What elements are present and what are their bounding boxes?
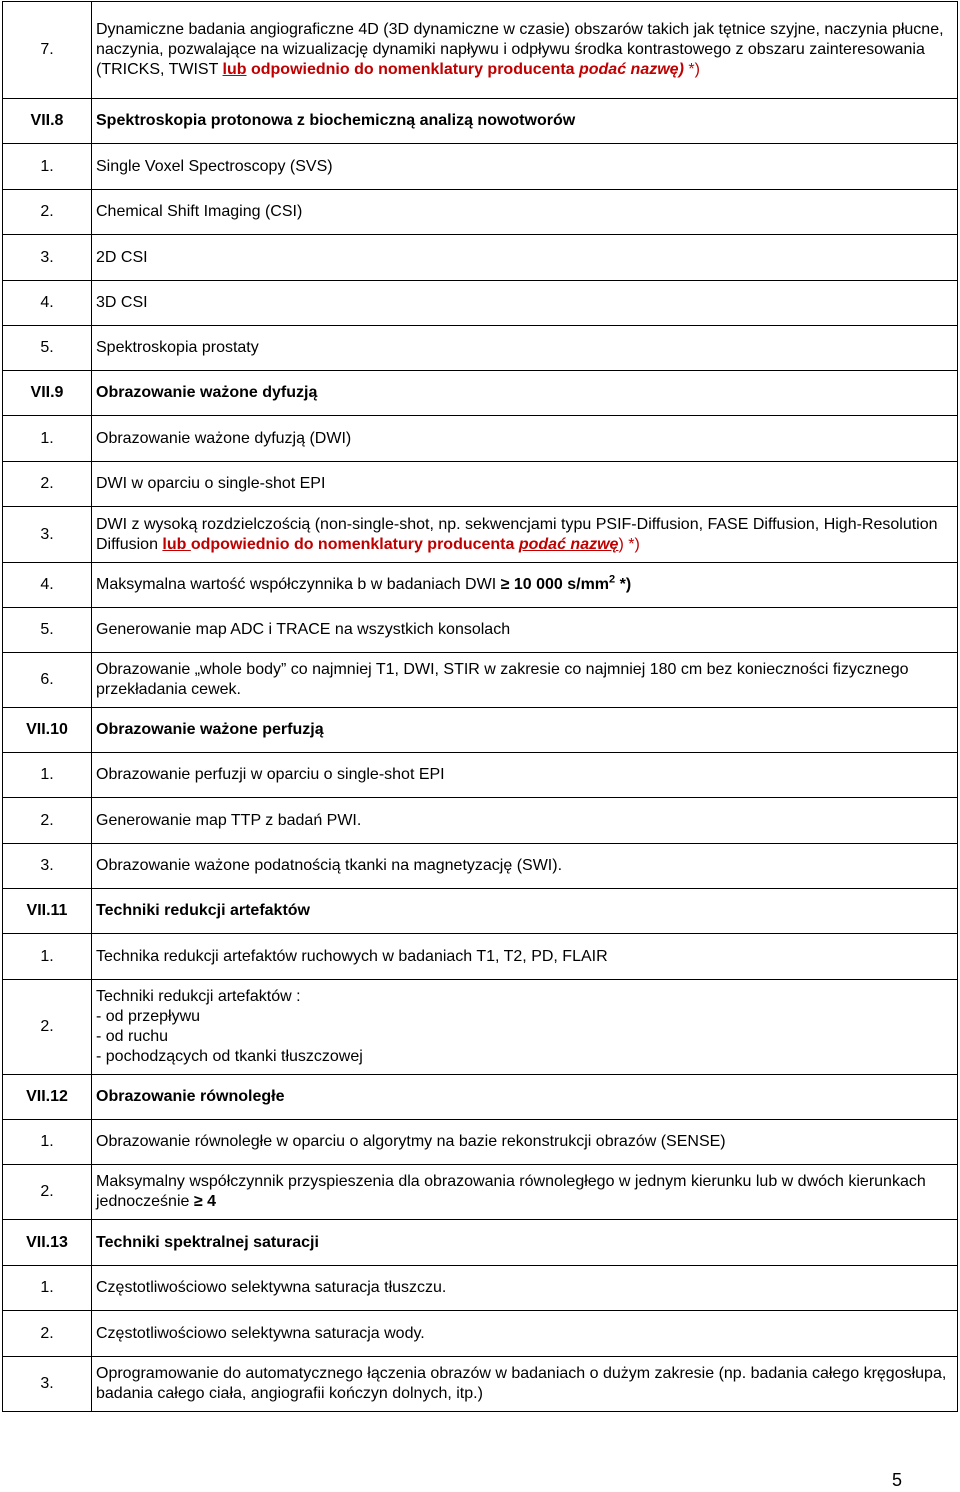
section-title: Techniki spektralnej saturacji: [92, 1220, 958, 1266]
list-line: Techniki redukcji artefaktów :: [96, 988, 301, 1005]
row-text: [92, 1165, 958, 1220]
section-number: VII.13: [3, 1220, 92, 1266]
superscript: 2: [609, 573, 616, 586]
red-underlined-text: lub: [222, 61, 247, 78]
table-row: [3, 1311, 958, 1357]
row-number: 1.: [3, 416, 92, 462]
table-row: [3, 1357, 958, 1412]
row-text: [92, 563, 958, 608]
bold-value: *): [615, 576, 632, 593]
table-row: [3, 371, 958, 416]
red-text: odpowiednio do nomenklatury producenta: [190, 535, 519, 553]
row-number: 5.: [3, 326, 92, 371]
table-row: [3, 99, 958, 144]
table-row: [3, 980, 958, 1075]
table-row: [3, 326, 958, 371]
row-text: 2D CSI: [92, 235, 958, 281]
row-number: 2.: [3, 462, 92, 507]
row-text: Obrazowanie ważone dyfuzją (DWI): [92, 416, 958, 462]
row-number: 1.: [3, 753, 92, 798]
section-number: VII.10: [3, 708, 92, 753]
row-text: Częstotliwościowo selektywna saturacja tłuszczu.: [92, 1266, 958, 1311]
red-text: odpowiednio do nomenklatury producenta: [246, 61, 579, 78]
row-number: 3.: [3, 844, 92, 889]
list-line: - od przepływu: [96, 1008, 201, 1025]
row-number: 3.: [3, 1357, 92, 1412]
row-text: Obrazowanie perfuzji w oparciu o single-shot EPI: [92, 753, 958, 798]
table-row: [3, 416, 958, 462]
row-number: 5.: [3, 608, 92, 653]
red-text: *): [683, 61, 700, 78]
spec-table: [2, 1, 958, 1412]
row-text: Single Voxel Spectroscopy (SVS): [92, 144, 958, 190]
table-row: [3, 608, 958, 653]
row-number: 2.: [3, 798, 92, 844]
table-row: [3, 2, 958, 99]
section-title: Obrazowanie ważone dyfuzją: [92, 371, 958, 416]
table-row: [3, 844, 958, 889]
section-number: VII.12: [3, 1075, 92, 1120]
list-line: - pochodzących od tkanki tłuszczowej: [96, 1048, 363, 1065]
row-text: Spektroskopia prostaty: [92, 326, 958, 371]
table-row: [3, 144, 958, 190]
section-title: Obrazowanie ważone perfuzją: [92, 708, 958, 753]
table-row: [3, 1266, 958, 1311]
row-text: Oprogramowanie do automatycznego łączenia obrazów w badaniach o dużym zakresie (np. badania całego kręgosłupa, badania całego ciała, angiografii kończyn dolnych, itp.): [92, 1357, 958, 1412]
row-number: 3.: [3, 235, 92, 281]
table-row: [3, 1165, 958, 1220]
row-number: 2.: [3, 1165, 92, 1220]
section-title: Obrazowanie równoległe: [92, 1075, 958, 1120]
row-text: Obrazowanie „whole body” co najmniej T1, DWI, STIR w zakresie co najmniej 180 cm bez konieczności fizycznego przekładania cewek.: [92, 653, 958, 708]
red-text: ) *): [618, 535, 640, 553]
row-text: Obrazowanie równoległe w oparciu o algorytmy na bazie rekonstrukcji obrazów (SENSE): [92, 1120, 958, 1165]
row-number: 3.: [3, 507, 92, 563]
section-title: Spektroskopia protonowa z biochemiczną analizą nowotworów: [92, 99, 958, 144]
row-text: Technika redukcji artefaktów ruchowych w badaniach T1, T2, PD, FLAIR: [92, 934, 958, 980]
table-row: [3, 889, 958, 934]
row-number: 1.: [3, 144, 92, 190]
row-number: 1.: [3, 1120, 92, 1165]
row-text: Generowanie map ADC i TRACE na wszystkich konsolach: [92, 608, 958, 653]
list-line: - od ruchu: [96, 1028, 169, 1045]
row-text: Generowanie map TTP z badań PWI.: [92, 798, 958, 844]
row-text: 3D CSI: [92, 281, 958, 326]
page-number: 5: [891, 1470, 902, 1490]
table-row: [3, 798, 958, 844]
row-number: 4.: [3, 281, 92, 326]
bold-value: ≥ 10 000 s/mm: [500, 576, 610, 593]
row-text: DWI w oparciu o single-shot EPI: [92, 462, 958, 507]
table-row: [3, 708, 958, 753]
text-part: Maksymalna wartość współczynnika b w badaniach DWI: [96, 576, 501, 593]
text-part: Dynamiczne badania angiograficzne 4D (3D dynamiczne w czasie) obszarów takich jak tętnice szyjne, naczynia płucne, naczynia, pozwalające na wizualizację dynamiki napływu i odpływu środka kontrastowego z obszaru zainteresowania (TRICKS, TWIST: [96, 21, 944, 78]
table-row: [3, 1220, 958, 1266]
row-text: Obrazowanie ważone podatnością tkanki na magnetyzację (SWI).: [92, 844, 958, 889]
red-italic-text: podać nazwę): [578, 61, 684, 78]
section-number: VII.11: [3, 889, 92, 934]
row-text: Częstotliwościowo selektywna saturacja wody.: [92, 1311, 958, 1357]
red-italic-underlined-text: podać nazwę: [518, 535, 619, 553]
table-row: [3, 753, 958, 798]
table-row: [3, 1075, 958, 1120]
row-number: 2.: [3, 1311, 92, 1357]
red-underlined-text: lub: [162, 535, 191, 553]
row-number: 1.: [3, 934, 92, 980]
table-row: [3, 934, 958, 980]
bold-value: ≥ 4: [193, 1193, 216, 1210]
table-row: [3, 235, 958, 281]
row-text: [92, 2, 958, 99]
section-number: VII.8: [3, 99, 92, 144]
text-part: DWI z wysoką rozdzielczością (non-single-shot, np. sekwencjami typu PSIF-Diffusion, FASE Diffusion, High-Resolution Diffusion: [96, 515, 938, 553]
table-row: [3, 1120, 958, 1165]
section-number: VII.9: [3, 371, 92, 416]
row-number: 4.: [3, 563, 92, 608]
table-row: [3, 281, 958, 326]
row-text: [92, 980, 958, 1075]
row-number: 2.: [3, 190, 92, 235]
table-row: [3, 507, 958, 563]
table-row: [3, 462, 958, 507]
table-row: [3, 563, 958, 608]
row-text: [92, 507, 958, 563]
row-text: Chemical Shift Imaging (CSI): [92, 190, 958, 235]
row-number: 6.: [3, 653, 92, 708]
text-part: Maksymalny współczynnik przyspieszenia dla obrazowania równoległego w jednym kierunku lub w dwóch kierunkach jednocześnie: [96, 1173, 926, 1210]
table-row: [3, 653, 958, 708]
row-number: 1.: [3, 1266, 92, 1311]
row-number: 2.: [3, 980, 92, 1075]
row-number: 7.: [3, 2, 92, 99]
table-row: [3, 190, 958, 235]
section-title: Techniki redukcji artefaktów: [92, 889, 958, 934]
